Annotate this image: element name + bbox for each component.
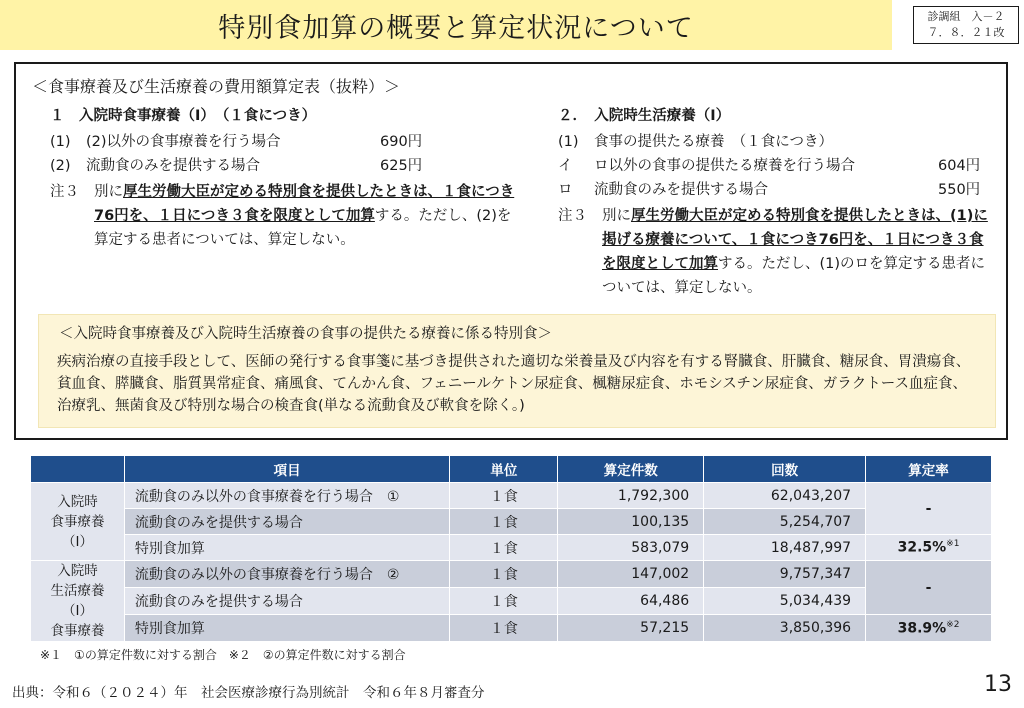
note-emphasis: 厚生労働大臣が定める特別食を提供したときは、１食につき76円を、１日につき３食を限度として加算 xyxy=(94,184,515,224)
row-text: 流動食のみを提供する場合 xyxy=(86,158,260,174)
note-prefix: 注３ xyxy=(50,184,79,200)
table-row xyxy=(31,615,992,642)
header-rate: 算定率 xyxy=(866,456,992,483)
table-row xyxy=(31,483,992,509)
fee-row xyxy=(558,130,998,154)
section-title: １ 入院時食事療養（Ⅰ） （１食につき） xyxy=(50,108,317,124)
row-prefix: (1) xyxy=(50,134,71,150)
cell-count: 1,792,300 xyxy=(558,483,704,509)
special-diet-box xyxy=(38,314,996,428)
cell-times: 5,034,439 xyxy=(704,588,866,615)
group-label-meal xyxy=(31,483,125,561)
section-title: ２． 入院時生活療養（Ⅰ） xyxy=(558,108,731,124)
group-label-line: 食事療養 xyxy=(50,513,105,530)
cell-unit: １食 xyxy=(450,535,558,561)
row-value: 550円 xyxy=(938,182,981,198)
header-count: 算定件数 xyxy=(558,456,704,483)
cell-count: 147,002 xyxy=(558,561,704,588)
cell-rate xyxy=(866,615,992,642)
header-blank xyxy=(31,456,125,483)
cell-times: 3,850,396 xyxy=(704,615,866,642)
cell-item: 特別食加算 xyxy=(124,615,449,642)
tag-line-2: ７．８．２１改 xyxy=(927,26,1005,39)
document-tag xyxy=(913,6,1019,44)
note-pre: 別に xyxy=(94,184,123,200)
group-label-living xyxy=(31,561,125,642)
row-value: 604円 xyxy=(938,158,981,174)
header-item: 項目 xyxy=(124,456,449,483)
fee-row xyxy=(50,130,520,154)
row-text: 流動食のみを提供する場合 xyxy=(594,182,768,198)
table-header-row xyxy=(31,456,992,483)
cell-unit: １食 xyxy=(450,615,558,642)
header-unit: 単位 xyxy=(450,456,558,483)
table-row xyxy=(31,509,992,535)
page-number: 13 xyxy=(984,672,1012,697)
meal-therapy-section xyxy=(50,104,520,252)
cell-rate-dash: - xyxy=(866,561,992,615)
cell-rate xyxy=(866,535,992,561)
cell-unit: １食 xyxy=(450,588,558,615)
rate-value: 38.9% xyxy=(897,620,947,637)
cell-times: 18,487,997 xyxy=(704,535,866,561)
table-footnote: ※１ ①の算定件数に対する割合 ※２ ②の算定件数に対する割合 xyxy=(40,648,406,662)
cell-times: 5,254,707 xyxy=(704,509,866,535)
group-label-line: （Ⅰ） xyxy=(61,533,93,550)
living-therapy-section xyxy=(558,104,998,300)
cell-count: 57,215 xyxy=(558,615,704,642)
row-prefix: (1) xyxy=(558,134,579,150)
cell-count: 583,079 xyxy=(558,535,704,561)
source-citation: 出典：令和６（２０２４）年 社会医療診療行為別統計 令和６年８月審査分 xyxy=(12,685,485,701)
fee-row xyxy=(558,154,998,178)
fee-table-box xyxy=(14,62,1008,440)
fee-row xyxy=(50,154,520,178)
cell-unit: １食 xyxy=(450,509,558,535)
cell-item: 流動食のみ以外の食事療養を行う場合 ① xyxy=(124,483,449,509)
rate-note-mark: ※1 xyxy=(946,539,960,550)
group-label-line: 入院時 xyxy=(57,563,98,579)
note xyxy=(558,204,998,300)
cell-rate-dash: - xyxy=(866,483,992,535)
group-label-line: 生活療養 xyxy=(50,583,105,599)
note xyxy=(50,180,520,252)
cell-unit: １食 xyxy=(450,483,558,509)
rate-note-mark: ※2 xyxy=(946,619,960,630)
note-post: する。ただし、(1)のロを算定する患者については、算定しない。 xyxy=(602,256,986,296)
table-row xyxy=(31,588,992,615)
cell-item: 流動食のみ以外の食事療養を行う場合 ② xyxy=(124,561,449,588)
row-text: ロ以外の食事の提供たる療養を行う場合 xyxy=(594,158,855,174)
special-diet-title: ＜入院時食事療養及び入院時生活療養の食事の提供たる療養に係る特別食＞ xyxy=(59,326,552,342)
cell-item: 特別食加算 xyxy=(124,535,449,561)
page-title: 特別食加算の概要と算定状況について xyxy=(218,12,694,44)
row-text: (2)以外の食事療養を行う場合 xyxy=(86,134,281,150)
special-diet-body: 疾病治療の直接手段として、医師の発行する食事箋に基づき提供された適切な栄養量及び内容を有する腎臓食、肝臓食、糖尿食、胃潰瘍食、貧血食、膵臓食、脂質異常症食、痛風食、てんかん食、フェニールケトン尿症食、楓糖尿症食、ホモシスチン尿症食、ガラクトース血症食、治療乳、無菌食及び特別な場合の検査食(単なる流動食及び軟食を除く。) xyxy=(57,354,971,414)
cell-unit: １食 xyxy=(450,561,558,588)
cell-times: 9,757,347 xyxy=(704,561,866,588)
header-times: 回数 xyxy=(704,456,866,483)
title-bar xyxy=(0,0,892,50)
group-label-line: 入院時 xyxy=(57,493,98,510)
row-value: 625円 xyxy=(380,158,423,174)
table-row xyxy=(31,535,992,561)
note-body xyxy=(94,180,520,252)
row-prefix: (2) xyxy=(50,158,71,174)
note-post: する。ただし、(2)を算定する患者については、算定しない。 xyxy=(94,208,512,248)
group-label-line: （Ⅰ） xyxy=(61,603,93,619)
box-heading: ＜食事療養及び生活療養の費用額算定表（抜粋）＞ xyxy=(32,77,401,96)
note-emphasis: 厚生労働大臣が定める特別食を提供したときは、(1)に掲げる療養について、１食につき76円を、１日につき３食を限度として加算 xyxy=(602,208,988,272)
table-row xyxy=(31,561,992,588)
fee-row xyxy=(558,178,998,202)
cell-item: 流動食のみを提供する場合 xyxy=(124,509,449,535)
note-body xyxy=(602,204,998,300)
row-value: 690円 xyxy=(380,134,423,150)
cell-count: 100,135 xyxy=(558,509,704,535)
row-prefix: イ xyxy=(558,158,573,174)
cell-item: 流動食のみを提供する場合 xyxy=(124,588,449,615)
row-text: 食事の提供たる療養 （１食につき） xyxy=(594,134,833,150)
cell-times: 62,043,207 xyxy=(704,483,866,509)
note-prefix: 注３ xyxy=(558,208,587,224)
group-label-line: 食事療養 xyxy=(50,623,105,639)
tag-line-1: 診調組 入－２ xyxy=(927,10,1005,23)
cell-count: 64,486 xyxy=(558,588,704,615)
row-prefix: ロ xyxy=(558,182,573,198)
note-pre: 別に xyxy=(602,208,631,224)
rate-value: 32.5% xyxy=(897,539,947,556)
statistics-table xyxy=(30,455,992,642)
